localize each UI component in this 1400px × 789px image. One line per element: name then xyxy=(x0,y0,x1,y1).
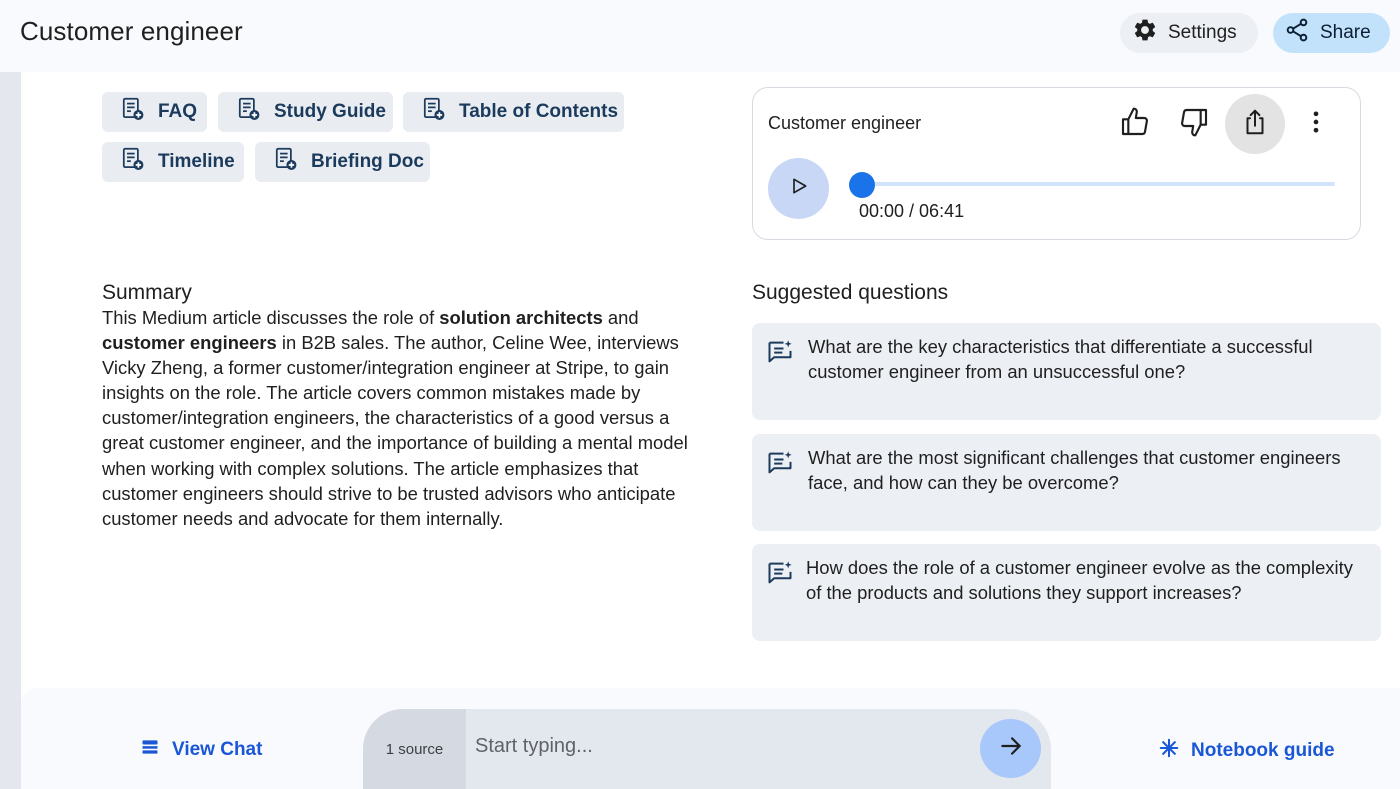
chip-label: Study Guide xyxy=(274,101,386,122)
thumbs-down-button[interactable] xyxy=(1164,94,1224,154)
suggested-question-card[interactable] xyxy=(752,544,1381,641)
settings-button[interactable] xyxy=(1120,13,1258,53)
chat-input-bar xyxy=(363,709,1051,789)
audio-progress-track[interactable] xyxy=(851,182,1335,186)
thumbs-down-icon xyxy=(1178,106,1210,143)
chip-label: Timeline xyxy=(158,151,235,172)
source-count-chip[interactable]: 1 source xyxy=(363,709,466,789)
left-panel-edge xyxy=(0,72,21,789)
summary-emphasis: solution architects xyxy=(439,307,603,328)
play-button[interactable] xyxy=(768,158,829,219)
settings-label: Settings xyxy=(1168,22,1237,43)
chip-label: Briefing Doc xyxy=(311,151,424,172)
chat-spark-icon xyxy=(766,449,794,482)
note-add-icon xyxy=(236,96,262,128)
audio-progress-thumb[interactable] xyxy=(849,172,875,198)
notebook-guide-label: Notebook guide xyxy=(1191,740,1335,761)
briefing-doc-chip[interactable] xyxy=(255,142,430,182)
thumbs-up-icon xyxy=(1119,106,1151,143)
top-bar xyxy=(0,0,1400,72)
chip-label: FAQ xyxy=(158,101,198,122)
note-add-icon xyxy=(273,146,299,178)
table-of-contents-chip[interactable] xyxy=(403,92,624,132)
suggested-question-text: How does the role of a customer engineer evolve as the complexity of the products and solutions they support increases? xyxy=(806,557,1353,603)
asterisk-icon xyxy=(1158,737,1180,765)
thumbs-up-button[interactable] xyxy=(1105,94,1165,154)
suggested-questions-heading: Suggested questions xyxy=(752,281,949,304)
chat-input[interactable] xyxy=(475,731,965,761)
more-vert-icon xyxy=(1302,108,1330,141)
study-guide-chip[interactable] xyxy=(218,92,393,132)
gear-icon xyxy=(1132,17,1158,49)
audio-overview-card xyxy=(752,87,1361,240)
share-label: Share xyxy=(1320,22,1371,43)
summary-text xyxy=(102,305,712,531)
arrow-right-icon xyxy=(998,733,1024,764)
suggested-question-card[interactable] xyxy=(752,323,1381,420)
timeline-chip[interactable] xyxy=(102,142,244,182)
summary-emphasis: customer engineers xyxy=(102,332,277,354)
notebook-title[interactable]: Customer engineer xyxy=(20,16,243,46)
notebook-guide-button[interactable] xyxy=(1158,737,1335,765)
more-options-button[interactable] xyxy=(1286,94,1346,154)
summary-heading: Summary xyxy=(102,281,192,304)
share-audio-button[interactable] xyxy=(1225,94,1285,154)
send-button[interactable] xyxy=(980,719,1041,778)
suggested-question-text: What are the key characteristics that differentiate a successful customer engineer from an unsuccessful one? xyxy=(808,336,1313,382)
view-chat-label: View Chat xyxy=(172,739,263,760)
upload-share-icon xyxy=(1240,107,1270,142)
share-button[interactable] xyxy=(1273,13,1390,53)
suggested-question-card[interactable] xyxy=(752,434,1381,531)
note-add-icon xyxy=(421,96,447,128)
summary-part: in B2B sales. The author, Celine Wee, interviews Vicky Zheng, a former customer/integration engineer at Stripe, to gain insights on the role. The article covers common mistakes made by customer/integration engineers, the characteristics of a good versus a great customer engineer, and the importance of building a mental model when working with complex solutions. The article emphasizes that customer engineers should strive to be trusted advisors who anticipate customer needs and advocate for them internally. xyxy=(102,332,688,529)
audio-time: 00:00 / 06:41 xyxy=(859,201,965,221)
play-icon xyxy=(789,176,809,201)
view-chat-button[interactable] xyxy=(140,737,262,763)
chat-spark-icon xyxy=(766,559,794,592)
note-add-icon xyxy=(120,146,146,178)
note-add-icon xyxy=(120,96,146,128)
faq-chip[interactable] xyxy=(102,92,207,132)
share-icon xyxy=(1284,17,1310,49)
audio-title: Customer engineer xyxy=(768,113,922,133)
chat-spark-icon xyxy=(766,338,794,371)
summary-part: This Medium article discusses the role of xyxy=(102,307,440,328)
chip-label: Table of Contents xyxy=(459,101,619,122)
suggested-question-text: What are the most significant challenges that customer engineers face, and how can they be overcome? xyxy=(808,447,1341,493)
chat-panel-icon xyxy=(140,737,160,763)
summary-part: and xyxy=(602,307,639,328)
